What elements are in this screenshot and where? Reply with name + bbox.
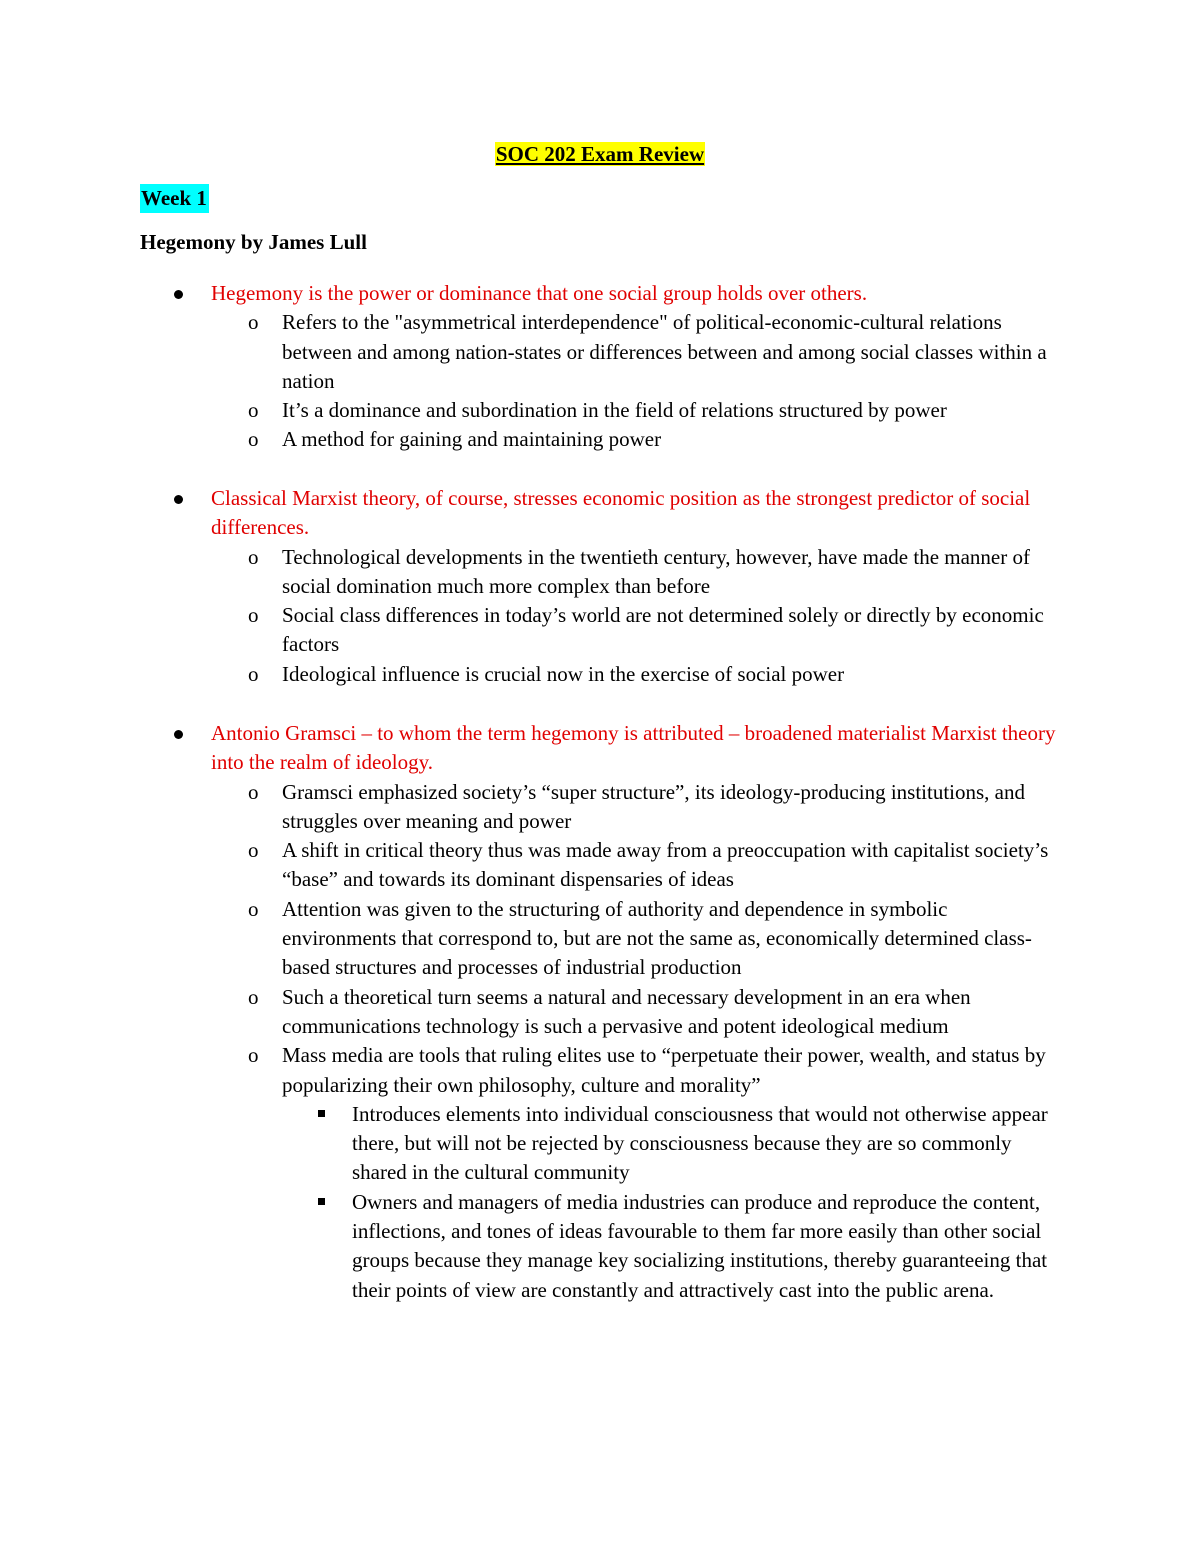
section-title: Hegemony by James Lull (140, 230, 367, 254)
sub-list-item (0, 836, 1200, 895)
sub-item-text: Refers to the "asymmetrical interdependence" of political-economic-cultural relations between and among nation-states or differences between and among social classes within a nation (282, 310, 1047, 393)
sub-sub-item-text: Introduces elements into individual consciousness that would not otherwise appear there, but will not be rejected by consciousness because they are so commonly shared in the cultural community (352, 1101, 1048, 1185)
bullet-text: Hegemony is the power or dominance that one social group holds over others. (211, 281, 868, 305)
circle-marker-icon: o (248, 1043, 259, 1068)
circle-marker-icon: o (248, 661, 259, 686)
sub-list-item (0, 778, 1200, 837)
sub-item-text: A shift in critical theory thus was made away from a preoccupation with capitalist society’s “base” and towards its dominant dispensaries of ideas (282, 838, 1049, 892)
circle-marker-icon: o (248, 838, 259, 863)
sub-list-item (0, 660, 1200, 689)
title-row (0, 140, 1200, 169)
sub-item-text: Social class differences in today’s world are not determined solely or directly by economic factors (282, 603, 1044, 657)
sub-list-item (0, 396, 1200, 425)
sub-list-item (0, 543, 1200, 602)
bullet-icon (174, 495, 183, 504)
page-title: SOC 202 Exam Review (495, 142, 705, 166)
sub-sub-list-item (0, 1188, 1200, 1305)
sub-sub-list-item (0, 1100, 1200, 1188)
bullet-group-1 (0, 279, 1200, 455)
bullet-icon (174, 290, 183, 299)
bullet-text: Classical Marxist theory, of course, stresses economic position as the strongest predictor of social differences. (211, 486, 1031, 540)
sub-list-item (0, 1041, 1200, 1100)
list-item (0, 484, 1200, 543)
list-item (0, 719, 1200, 778)
sub-list-item (0, 983, 1200, 1042)
circle-marker-icon: o (248, 427, 259, 452)
circle-marker-icon: o (248, 398, 259, 423)
circle-marker-icon: o (248, 896, 259, 921)
sub-item-text: Ideological influence is crucial now in the exercise of social power (282, 661, 845, 686)
bullet-icon (174, 730, 183, 739)
week-heading: Week 1 (140, 184, 209, 213)
list-item (0, 279, 1200, 308)
circle-marker-icon: o (248, 310, 259, 335)
bullet-text: Antonio Gramsci – to whom the term hegemony is attributed – broadened materialist Marxist theory into the realm of ideology. (211, 721, 1056, 775)
sub-item-text: A method for gaining and maintaining power (282, 427, 662, 452)
circle-marker-icon: o (248, 603, 259, 628)
sub-item-text: Mass media are tools that ruling elites use to “perpetuate their power, wealth, and status by popularizing their own philosophy, culture and morality” (282, 1043, 1046, 1097)
sub-item-text: Such a theoretical turn seems a natural and necessary development in an era when communications technology is such a pervasive and potent ideological medium (282, 984, 971, 1038)
sub-list-item (0, 308, 1200, 396)
bullet-group-2 (0, 484, 1200, 689)
circle-marker-icon: o (248, 544, 259, 569)
sub-item-text: Technological developments in the twentieth century, however, have made the manner of social domination much more complex than before (282, 544, 1030, 598)
square-bullet-icon (318, 1198, 325, 1205)
sub-list-item (0, 601, 1200, 660)
sub-item-text: Attention was given to the structuring of authority and dependence in symbolic environments that correspond to, but are not the same as, economically determined class-based structures and processes of industrial production (282, 896, 1032, 980)
bullet-group-3 (0, 719, 1200, 1305)
sub-item-text: It’s a dominance and subordination in the field of relations structured by power (282, 398, 947, 423)
circle-marker-icon: o (248, 779, 259, 804)
sub-list-item (0, 425, 1200, 454)
sub-list-item (0, 895, 1200, 983)
square-bullet-icon (318, 1110, 325, 1117)
sub-sub-item-text: Owners and managers of media industries can produce and reproduce the content, inflections, and tones of ideas favourable to them far more easily than other social groups because they manage key socializing institutions, thereby guaranteeing that their points of view are constantly and attractively cast into the public arena. (352, 1189, 1048, 1302)
circle-marker-icon: o (248, 984, 259, 1009)
sub-item-text: Gramsci emphasized society’s “super structure”, its ideology-producing institutions, and struggles over meaning and power (282, 779, 1025, 833)
